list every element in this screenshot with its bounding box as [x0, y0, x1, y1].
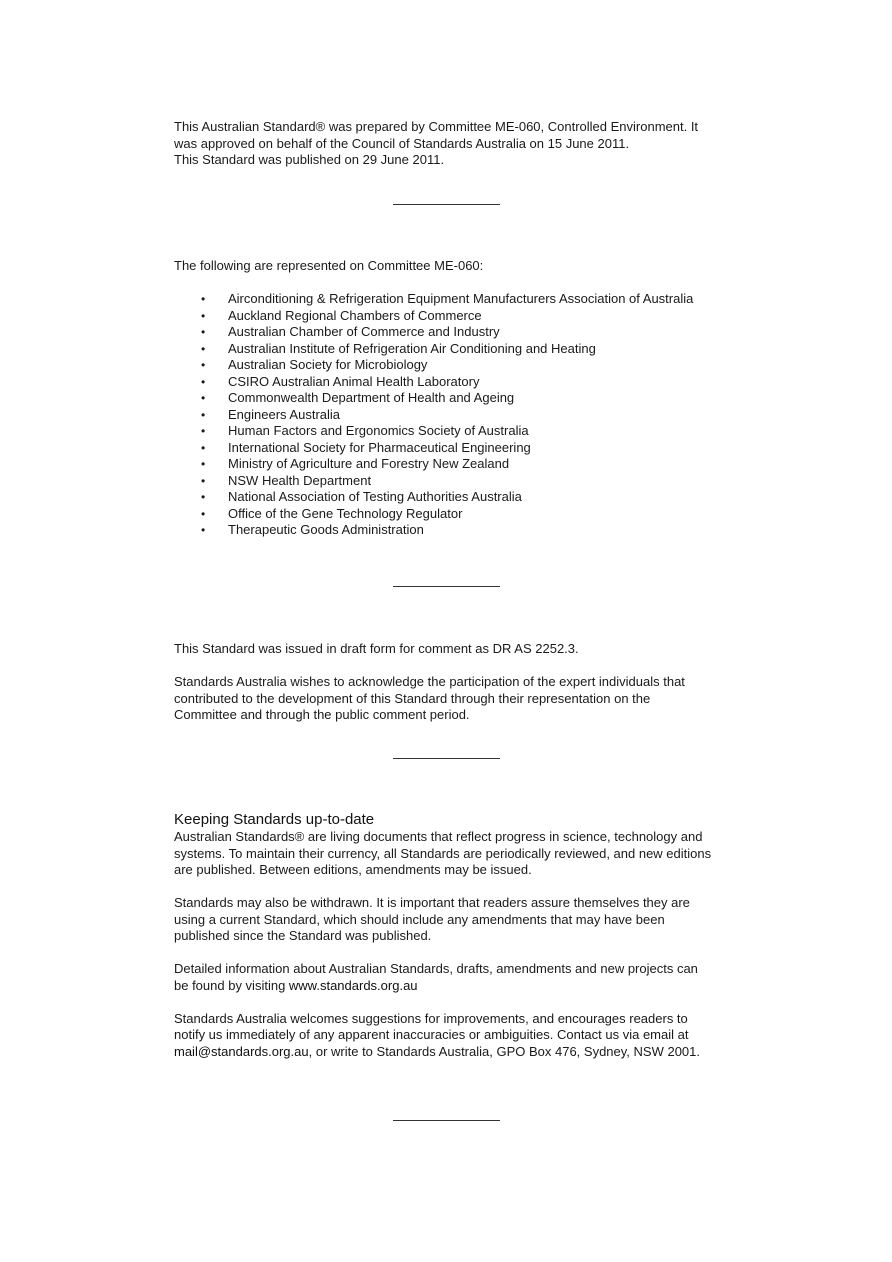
- bullet-icon: •: [201, 440, 206, 455]
- paragraph-line: [174, 1044, 734, 1061]
- committee-member-name: Auckland Regional Chambers of Commerce: [228, 307, 482, 323]
- committee-member-item: [174, 423, 734, 440]
- website-link[interactable]: www.standards.org.au: [288, 977, 418, 993]
- committee-member-item: [174, 341, 734, 358]
- uptodate-section: [174, 811, 734, 1060]
- bullet-icon: •: [201, 457, 206, 471]
- bullet-icon: •: [201, 506, 206, 521]
- committee-member-name: Office of the Gene Technology Regulator: [228, 505, 463, 521]
- committee-member-name: NSW Health Department: [228, 472, 372, 488]
- committee-member-name: Human Factors and Ergonomics Society of Australia: [228, 423, 529, 438]
- publication-line: was approved on behalf of the Council of Standards Australia on 15 June 2011.: [174, 135, 630, 151]
- bullet-icon: •: [201, 358, 206, 372]
- committee-member-item: [174, 473, 734, 490]
- bullet-icon: •: [201, 325, 206, 339]
- committee-members-list: [174, 291, 734, 539]
- paragraph-text: be found by visiting: [174, 977, 289, 993]
- draft-section: [174, 641, 734, 724]
- committee-member-item: [174, 440, 734, 457]
- committee-member-item: [174, 456, 734, 473]
- acknowledgement-line: contributed to the development of this Standard through their representation on the: [174, 690, 651, 706]
- section-divider: [393, 758, 500, 759]
- publication-date: This Standard was published on 29 June 2011.: [174, 152, 445, 167]
- paragraph-line: Detailed information about Australian Standards, drafts, amendments and new projects can: [174, 961, 698, 976]
- paragraph-line: Standards Australia welcomes suggestions for improvements, and encourages readers to: [174, 1010, 688, 1026]
- committee-member-name: National Association of Testing Authorities Australia: [228, 489, 522, 504]
- bullet-icon: •: [201, 391, 206, 405]
- paragraph-line: [174, 978, 734, 995]
- bullet-icon: •: [201, 407, 206, 422]
- committee-member-name: International Society for Pharmaceutical Engineering: [228, 439, 531, 455]
- bullet-icon: •: [201, 424, 206, 438]
- committee-intro: The following are represented on Committee ME-060:: [174, 258, 484, 273]
- publication-line: This Australian Standard® was prepared by Committee ME-060, Controlled Environment. It: [174, 119, 699, 134]
- paragraph-line: Australian Standards® are living documents that reflect progress in science, technology and: [174, 829, 703, 844]
- bullet-icon: •: [201, 292, 206, 306]
- committee-member-name: Airconditioning & Refrigeration Equipment Manufacturers Association of Australia: [228, 291, 694, 306]
- section-divider: [393, 1120, 500, 1121]
- paragraph-line: published since the Standard was published.: [174, 928, 432, 943]
- bullet-icon: •: [201, 374, 206, 389]
- publication-notice: [174, 119, 734, 169]
- committee-member-name: Engineers Australia: [228, 406, 341, 422]
- bullet-icon: •: [201, 341, 206, 356]
- bullet-icon: •: [201, 490, 206, 504]
- committee-member-item: [174, 407, 734, 424]
- paragraph-line: Standards may also be withdrawn. It is important that readers assure themselves they are: [174, 895, 690, 910]
- bullet-icon: •: [201, 473, 206, 488]
- email-link[interactable]: mail@standards.org.au: [174, 1043, 309, 1059]
- section-divider: [393, 204, 500, 205]
- bullet-icon: •: [201, 523, 206, 537]
- draft-issued-text: This Standard was issued in draft form for comment as DR AS 2252.3.: [174, 641, 579, 656]
- committee-member-name: Commonwealth Department of Health and Ageing: [228, 390, 515, 405]
- committee-member-name: Ministry of Agriculture and Forestry New Zealand: [228, 456, 510, 471]
- committee-member-item: [174, 324, 734, 341]
- committee-member-name: Australian Society for Microbiology: [228, 357, 428, 372]
- paragraph-line: are published. Between editions, amendments may be issued.: [174, 862, 532, 877]
- paragraph-line: using a current Standard, which should include any amendments that may have been: [174, 911, 665, 927]
- section-heading: Keeping Standards up-to-date: [174, 811, 375, 828]
- committee-member-name: Australian Chamber of Commerce and Industry: [228, 324, 500, 339]
- committee-member-item: [174, 506, 734, 523]
- committee-member-name: Therapeutic Goods Administration: [228, 522, 424, 537]
- committee-member-name: Australian Institute of Refrigeration Air Conditioning and Heating: [228, 340, 596, 356]
- committee-member-item: [174, 291, 734, 308]
- committee-member-item: [174, 390, 734, 407]
- committee-member-name: CSIRO Australian Animal Health Laboratory: [228, 373, 480, 389]
- committee-member-item: [174, 357, 734, 374]
- committee-member-item: [174, 489, 734, 506]
- acknowledgement-line: Committee and through the public comment period.: [174, 707, 470, 722]
- bullet-icon: •: [201, 308, 206, 323]
- committee-member-item: [174, 374, 734, 391]
- paragraph-text: , or write to Standards Australia, GPO Box 476, Sydney, NSW 2001.: [308, 1043, 700, 1059]
- paragraph-line: systems. To maintain their currency, all Standards are periodically reviewed, and new editions: [174, 845, 712, 861]
- committee-member-item: [174, 522, 734, 539]
- paragraph-line: notify us immediately of any apparent inaccuracies or ambiguities. Contact us via email at: [174, 1027, 689, 1042]
- committee-section: [174, 258, 734, 539]
- committee-member-item: [174, 308, 734, 325]
- acknowledgement-line: Standards Australia wishes to acknowledge the participation of the expert individuals that: [174, 674, 685, 689]
- section-divider: [393, 586, 500, 587]
